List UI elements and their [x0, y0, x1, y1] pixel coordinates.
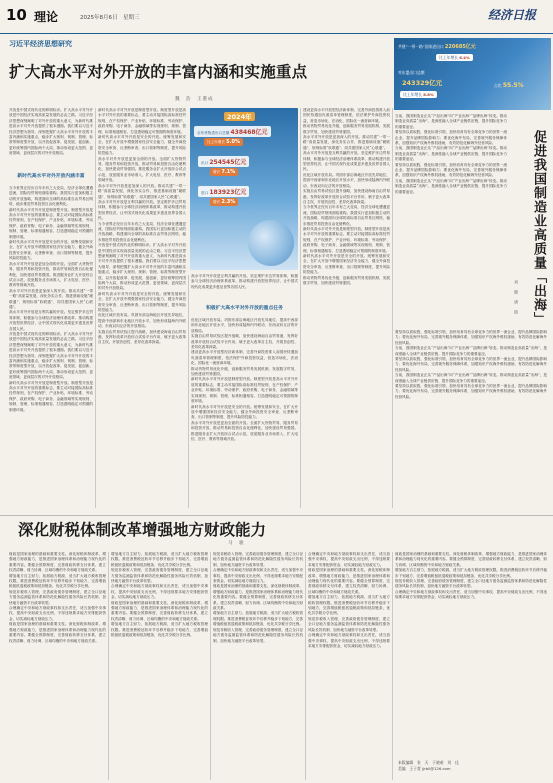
column-rule — [392, 108, 393, 508]
paragraph: 当前，我国制造业正从“产品出海”向“产业出海”“品牌出海”转变。推动制造业高质量“出海”，是深度融入全球产业链供应链、提升国际竞争力的重要途径。 — [395, 114, 507, 129]
paragraph: 增加地方自主财力，拓展地方税源，适当扩大地方税收管理权限。推进消费税征收环节后移并稳步下划地方，完善增值税留抵退税政策和抵扣链条，优化共享税分享比例。 — [9, 573, 106, 589]
paragraph: 当今世界正经历百年未有之大变局，经济全球化遭遇逆流，国际经贸规则面临重构。我国实行更加积极主动的开放战略，构建面向全球的高标准自由贸易区网络，稳步推进贸易投资自由化便利化。 — [9, 186, 93, 207]
infographic-year: 2024年 — [224, 112, 255, 121]
banner-change-1 — [436, 54, 473, 61]
paragraph: 要坚持以质取胜，强化标准引领，加快培育具有全球竞争力的世界一流企业，提升品牌国际影响力；要优化海外布局，完善境外服务保障体系，加强知识产权海外维权援助，有效防范化解海外经营风险。 — [395, 130, 507, 146]
section-name: 理论 — [34, 10, 59, 24]
paragraph: 新时代高水平对外开放是制度型开放。制度型开放是高水平对外开放的重要标志，要主动对接国际高标准经贸规则，在产权保护、产业补贴、环境标准、劳动保护、政府采购、电子商务、金融领域等实现规则、规制、管理、标准相通相容，打造透明稳定可预期的制度环境。 — [303, 226, 390, 253]
paragraph: 高水平对外开放是更加深入的开放。推动共建“一带一路”高质量发展，深化务实合作，推进基础设施“硬联通”、规则标准“软联通”、同共建国家人民“心联通”。 — [303, 135, 390, 150]
paragraph: 推动货物贸易优化升级，创新服务贸易发展机制，发展数字贸易，加快建设贸易强国。 — [303, 124, 390, 134]
infographic-total — [194, 126, 271, 137]
column-rule — [305, 552, 306, 780]
paragraph: 合理确定中央和地方财政事权和支出责任，适当加强中央事权、提高中央财政支出比例，不得违规要求地方安排配套资金，切实减轻地方财政压力。 — [308, 633, 390, 648]
paragraph: 增加地方自主财力，拓展地方税源，适当扩大地方税收管理权限。推进消费税征收环节后移并稳步下划地方，完善增值税留抵退税政策和抵扣链条，优化共享税分享比例。 — [395, 568, 547, 578]
paragraph: 新时代高水平对外开放是安全的开放。统筹发展和安全，在扩大开放中增强国家经济安全能力，健全外商投资安全审查、反垄断审查、出口管制等制度，提升风险防控能力。 — [303, 253, 390, 275]
paragraph: 规范非税收入管理，完善政府债务管理制度，建立全口径地方债务监测监管体系和防范化解隐性债务风险长效机制，加快地方融资平台改革转型。 — [111, 568, 208, 584]
article-byline: 魏 浩 王港成 — [175, 97, 214, 102]
paragraph: 规范非税收入管理，完善政府债务管理制度，建立全口径地方债务监测监管体系和防范化解隐性债务风险长效机制，加快地方融资平台改革转型。 — [308, 616, 390, 632]
paragraph: 推动货物贸易优化升级，创新服务贸易发展机制，发展数字贸易，加快建设贸易强国。 — [191, 366, 298, 377]
body-text-col1a — [9, 108, 93, 170]
change-value: 7.1% — [221, 169, 236, 175]
paragraph: 高水平对外开放是更加全面的开放。全面扩大货物贸易、服务贸易和投资开放，推动贸易和投资自由化便利化，加快建设贸易强国。推进服务业扩大开放综合试点示范，放宽服务业市场准入，扩大电信、医疗、教育等领域开放。 — [98, 156, 186, 183]
infographic-export — [198, 156, 249, 167]
paragraph: 要坚持以质取胜，强化标准引领，加快培育具有全球竞争力的世界一流企业，提升品牌国际影响力；要优化海外布局，完善境外服务保障体系，加强知识产权海外维权援助，有效防范化解海外经营风险。 — [395, 384, 547, 399]
paragraph: 当前，我国制造业正从“产品出海”向“产业出海”“品牌出海”转变。推动制造业高质量“出海”，是深度融入全球产业链供应链、提升国际竞争力的重要途径。 — [395, 373, 547, 383]
paragraph: 合理确定中央和地方财政事权和支出责任，适当加强中央事权、提高中央财政支出比例，不得违规要求地方安排配套资金，切实减轻地方财政压力。 — [111, 584, 208, 600]
change-label: 比上年增长 — [403, 91, 422, 97]
article2-col5 — [395, 552, 547, 757]
infographic-export-value: 254545亿元 — [209, 159, 247, 166]
paragraph: 优化区域开放布局。巩固东部沿海地区开放先导地位，提高中西部和东北地区开放水平，加快形成陆海内外联动、东西双向互济的开放格局。 — [98, 313, 186, 329]
paragraph: 新时代高水平对外开放是安全的开放。统筹发展和安全，在扩大开放中增强国家经济安全能力，健全外商投资安全审查、反垄断审查、出口管制等制度，提升风险防控能力。 — [9, 240, 93, 261]
paragraph: 新时代高水平对外开放是安全的开放。统筹发展和安全，在扩大开放中增强国家经济安全能力，健全外商投资安全审查、反垄断审查、出口管制等制度，提升风险防控能力。 — [98, 135, 186, 156]
paragraph: 财政是国家治理的基础和重要支柱。深化财税体制改革，增强地方财政能力，是推进国家治理体系和治理能力现代化的重要内容。要健全预算制度，完善财政转移支付体系，建立权责清晰、财力协调、区域均衡的中央和地方财政关系。 — [395, 552, 547, 567]
paragraph: 优化区域开放布局。巩固东部沿海地区开放先导地位，提高中西部和东北地区开放水平，加快形成陆海内外联动、东西双向互济的开放格局。 — [191, 318, 298, 333]
paragraph: 实施自由贸易试验区提升战略，加快建设海南自由贸易港，发挥好改革开放综合试验平台作用，赋予更大改革自主权，开展首创性、差异化改革探索。 — [98, 329, 186, 345]
body-text-col1b — [9, 186, 93, 508]
change-value: 2.3% — [221, 199, 236, 205]
article2-byline: 马 骏 — [228, 541, 245, 546]
banner-row-1 — [398, 43, 476, 50]
paragraph: 当今世界正经历百年未有之大变局，经济全球化遭遇逆流，国际经贸规则面临重构。我国实行更加积极主动的开放战略，构建面向全球的高标准自由贸易区网络，稳步推进贸易投资自由化便利化。 — [98, 221, 186, 242]
paragraph: 财政是国家治理的基础和重要支柱。深化财税体制改革，增强地方财政能力，是推进国家治理体系和治理能力现代化的重要内容。要健全预算制度，完善财政转移支付体系，建立权责清晰、财力协调、区域均衡的中央和地方财政关系。 — [9, 552, 106, 573]
paragraph: 要坚持以质取胜，强化标准引领，加快培育具有全球竞争力的世界一流企业，提升品牌国际影响力；要优化海外布局，完善境外服务保障体系，加强知识产权海外维权援助，有效防范化解海外经营风险。 — [395, 357, 547, 372]
body-text-col3a — [191, 274, 298, 302]
paragraph: 新时代高水平对外开放是制度型开放。制度型开放是高水平对外开放的重要标志，要主动对接国际高标准经贸规则，在产权保护、产业补贴、环境标准、劳动保护、政府采购、电子商务、金融领域等实现规则、规制、管理、标准相通相容，打造透明稳定可预期的制度环境。 — [191, 377, 298, 404]
paragraph: 高水平对外开放是更加全面的开放。全面扩大货物贸易、服务贸易和投资开放，推动贸易和投资自由化便利化，加快建设贸易强国。推进服务业扩大开放综合试点示范，放宽服务业市场准入，扩大电信、医疗、教育等领域开放。 — [191, 420, 298, 441]
paragraph: 规范非税收入管理，完善政府债务管理制度，建立全口径地方债务监测监管体系和防范化解隐性债务风险长效机制，加快地方融资平台改革转型。 — [213, 627, 303, 643]
banner-value: 243329亿元 — [402, 79, 443, 87]
paragraph: 高水平对外开放是互利共赢的开放。坚定维护多边贸易体制，积极参与全球经济治理体系改革，推动构建开放型世界经济，让中国式现代化成果更多惠及世界各国人民。 — [303, 151, 390, 172]
paragraph: 合理确定中央和地方财政事权和支出责任，适当加强中央事权、提高中央财政支出比例，不得违规要求地方安排配套资金，切实减轻地方财政压力。 — [213, 568, 303, 584]
paragraph: 高水平对外开放是互利共赢的开放。坚定维护多边贸易体制，积极参与全球经济治理体系改革，推动构建开放型世界经济，让中国式现代化成果更多惠及世界各国人民。 — [98, 199, 186, 221]
subhead-2: 积极扩大高水平对外开放的重点任务 — [206, 306, 283, 311]
banner-value: 55.5% — [502, 82, 524, 89]
footer-editors: 本版编辑 张 天 于晓萌 刘 佳 — [398, 760, 459, 765]
trade-infographic — [190, 108, 298, 270]
paragraph: 高水平对外开放是更加深入的开放。推动共建“一带一路”高质量发展，深化务实合作，推进基础设施“硬联通”、规则标准“软联通”、同共建国家人民“心联通”。 — [98, 183, 186, 199]
column-rule — [188, 275, 189, 508]
paragraph: 财政是国家治理的基础和重要支柱。深化财税体制改革，增强地方财政能力，是推进国家治理体系和治理能力现代化的重要内容。要健全预算制度，完善财政转移支付体系，建立权责清晰、财力协调、区域均衡的中央和地方财政关系。 — [213, 584, 303, 611]
paragraph: 实施自由贸易试验区提升战略，加快建设海南自由贸易港，发挥好改革开放综合试验平台作用，赋予更大改革自主权，开展首创性、差异化改革探索。 — [191, 334, 298, 350]
paragraph: 开放是中国式现代化的鲜明标识。扩大高水平对外开放是中国经济实现高质量发展的必由之路。习近平经济思想深刻阐明了对外开放的重大意义，为新时代推进高水平对外开放提供了根本遵循。我们要以习近平经济思想为指导，深刻把握扩大高水平对外开放的丰富内涵和实施重点，稳步扩大规则、规制、管理、标准等制度型开放，以开放促改革、促发展、促创新，更好统筹国内国际两个大局，推动形成更大范围、更宽领域、更深层次的对外开放格局。 — [9, 108, 93, 156]
paragraph: 财政是国家治理的基础和重要支柱。深化财税体制改革，增强地方财政能力，是推进国家治理体系和治理能力现代化的重要内容。要健全预算制度，完善财政转移支付体系，建立权责清晰、财力协调、区域均衡的中央和地方财政关系。 — [111, 600, 208, 621]
column-rule — [108, 552, 109, 780]
article2-col1 — [9, 552, 106, 780]
infographic-total-value: 438468亿元 — [230, 129, 268, 136]
paragraph: 优化区域开放布局。巩固东部沿海地区开放先导地位，提高中西部和东北地区开放水平，加快形成陆海内外联动、东西双向互济的开放格局。 — [303, 172, 390, 188]
paragraph: 高水平对外开放是更加深入的开放。推动共建“一带一路”高质量发展，深化务实合作，推进基础设施“硬联通”、规则标准“软联通”、同共建国家人民“心联通”。 — [9, 288, 93, 309]
paragraph: 当今世界正经历百年未有之大变局，经济全球化遭遇逆流，国际经贸规则面临重构。我国实行更加积极主动的开放战略，构建面向全球的高标准自由贸易区网络，稳步推进贸易投资自由化便利化。 — [303, 205, 390, 226]
column-tag: 习近平经济思想研究 — [9, 40, 72, 48]
change-label: 比上年增长 — [207, 140, 225, 144]
paragraph: 建设更高水平开放型经济新体制，完善外商投资准入前国民待遇加负面清单管理制度，依法保护外商投资权益，营造市场化、法治化、国际化一流营商环境。 — [191, 350, 298, 366]
column-rule — [95, 108, 96, 508]
body-text-col3b — [191, 318, 298, 508]
paragraph: 规范非税收入管理，完善政府债务管理制度，建立全口径地方债务监测监管体系和防范化解隐性债务风险长效机制，加快地方融资平台改革转型。 — [213, 552, 303, 567]
paragraph: 增加地方自主财力，拓展地方税源，适当扩大地方税收管理权限。推进消费税征收环节后移并稳步下划地方，完善增值税留抵退税政策和抵扣链条，优化共享税分享比例。 — [213, 611, 303, 627]
paragraph: 合理确定中央和地方财政事权和支出责任，适当加强中央事权、提高中央财政支出比例，不得违规要求地方安排配套资金，切实减轻地方财政压力。 — [9, 606, 106, 621]
change-value: 6.4% — [459, 54, 470, 60]
paragraph: 合理确定中央和地方财政事权和支出责任，适当加强中央事权、提高中央财政支出比例，不得违规要求地方安排配套资金，切实减轻地方财政压力。 — [395, 589, 547, 600]
footer-designer: 美编 王子萱 — [398, 766, 421, 771]
change-label: 比上年增长 — [439, 54, 458, 60]
paragraph: 新时代高水平对外开放是安全的开放。统筹发展和安全，在扩大开放中增强国家经济安全能力，健全外商投资安全审查、反垄断审查、出口管制等制度，提升风险防控能力。 — [191, 404, 298, 420]
paragraph: 开放是中国式现代化的鲜明标识。扩大高水平对外开放是中国经济实现高质量发展的必由之路。习近平经济思想深刻阐明了对外开放的重大意义，为新时代推进高水平对外开放提供了根本遵循。我们要以习近平经济思想为指导，深刻把握扩大高水平对外开放的丰富内涵和实施重点，稳步扩大规则、规制、管理、标准等制度型开放，以开放促改革、促发展、促创新，更好统筹国内国际两个大局，推动形成更大范围、更宽领域、更深层次的对外开放格局。 — [98, 243, 186, 291]
footer-email: jjrbll@126.com — [422, 766, 451, 771]
paragraph: 新时代高水平对外开放是制度型开放。制度型开放是高水平对外开放的重要标志，要主动对接国际高标准经贸规则，在产权保护、产业补贴、环境标准、劳动保护、政府采购、电子商务、金融领域等实现规则、规制、管理、标准相通相容，打造透明稳定可预期的制度环境。 — [9, 380, 93, 412]
infographic-export-change — [210, 168, 238, 176]
globe-illustration — [248, 220, 294, 266]
paragraph: 新时代高水平对外开放是制度型开放。制度型开放是高水平对外开放的重要标志，要主动对接国际高标准经贸规则，在产权保护、产业补贴、环境标准、劳动保护、政府采购、电子商务、金融领域等实现规则、规制、管理、标准相通相容，打造透明稳定可预期的制度环境。 — [9, 207, 93, 239]
banner-label: 共建“一带一路”国家进出口 — [398, 44, 444, 49]
paragraph: 财政是国家治理的基础和重要支柱。深化财税体制改革，增强地方财政能力，是推进国家治理体系和治理能力现代化的重要内容。要健全预算制度，完善财政转移支付体系，建立权责清晰、财力协调、区域均衡的中央和地方财政关系。 — [9, 622, 106, 643]
date-line: 2025年8月6日 星期三 — [80, 15, 140, 21]
infographic-total-change — [204, 138, 243, 146]
paragraph: 合理确定中央和地方财政事权和支出责任，适当加强中央事权、提高中央财政支出比例，不得违规要求地方安排配套资金，切实减轻地方财政压力。 — [308, 552, 390, 567]
paragraph: 新时代高水平对外开放是安全的开放。统筹发展和安全，在扩大开放中增强国家经济安全能力，健全外商投资安全审查、反垄断审查、出口管制等制度，提升风险防控能力。 — [98, 291, 186, 313]
paragraph: 建设更高水平开放型经济新体制，完善外商投资准入前国民待遇加负面清单管理制度，依法保护外商投资权益，营造市场化、法治化、国际化一流营商环境。 — [303, 108, 390, 123]
infographic-import — [198, 186, 249, 197]
article-title: 扩大高水平对外开放的丰富内涵和实施重点 — [9, 63, 308, 81]
column-rule — [392, 552, 393, 780]
right-column-title: 促进我国制造业高质量「出海」 — [531, 130, 546, 326]
banner-row-2-value — [402, 78, 442, 87]
paragraph: 当前，我国制造业正从“产品出海”向“产业出海”“品牌出海”转变。推动制造业高质量“出海”，是深度融入全球产业链供应链、提升国际竞争力的重要途径。 — [395, 346, 547, 356]
subhead-1: 新时代高水平对外开放内涵丰富 — [17, 174, 85, 179]
banner-change-2 — [400, 91, 437, 98]
paper-logo: 经济日报 — [488, 8, 537, 22]
right-column-text-a — [395, 114, 507, 324]
change-value: 5.0% — [226, 139, 240, 145]
paragraph: 开放是中国式现代化的鲜明标识。扩大高水平对外开放是中国经济实现高质量发展的必由之路。习近平经济思想深刻阐明了对外开放的重大意义，为新时代推进高水平对外开放提供了根本遵循。我们要以习近平经济思想为指导，深刻把握扩大高水平对外开放的丰富内涵和实施重点，稳步扩大规则、规制、管理、标准等制度型开放，以开放促改革、促发展、促创新，更好统筹国内国际两个大局，推动形成更大范围、更宽领域、更深层次的对外开放格局。 — [9, 331, 93, 380]
paragraph: 当前，我国制造业正从“产品出海”向“产业出海”“品牌出海”转变。推动制造业高质量“出海”，是深度融入全球产业链供应链、提升国际竞争力的重要途径。 — [395, 146, 507, 162]
paragraph: 高水平对外开放是互利共赢的开放。坚定维护多边贸易体制，积极参与全球经济治理体系改革，推动构建开放型世界经济，让中国式现代化成果更多惠及世界各国人民。 — [9, 310, 93, 331]
body-text-col2 — [98, 108, 186, 508]
column-rule — [210, 552, 211, 780]
column-rule — [300, 108, 301, 508]
article2-col3 — [213, 552, 303, 780]
paragraph: 新时代高水平对外开放是制度型开放。制度型开放是高水平对外开放的重要标志，要主动对接国际高标准经贸规则，在产权保护、产业补贴、环境标准、劳动保护、政府采购、电子商务、金融领域等实现规则、规制、管理、标准相通相容，打造透明稳定可预期的制度环境。 — [98, 108, 186, 134]
paragraph: 要坚持以质取胜，强化标准引领，加快培育具有全球竞争力的世界一流企业，提升品牌国际影响力；要优化海外布局，完善境外服务保障体系，加强知识产权海外维权援助，有效防范化解海外经营风险。 — [395, 330, 547, 345]
article2-col4 — [308, 552, 390, 780]
page-footer — [398, 760, 550, 772]
change-label: 增长 — [213, 170, 221, 174]
paragraph: 增加地方自主财力，拓展地方税源，适当扩大地方税收管理权限。推进消费税征收环节后移并稳步下划地方，完善增值税留抵退税政策和抵扣链条，优化共享税分享比例。 — [111, 622, 208, 638]
change-value: 8.8% — [423, 91, 434, 97]
paragraph: 增加地方自主财力，拓展地方税源，适当扩大地方税收管理权限。推进消费税征收环节后移并稳步下划地方，完善增值税留抵退税政策和抵扣链条，优化共享税分享比例。 — [308, 595, 390, 616]
paragraph: 要坚持以质取胜，强化标准引领，加快培育具有全球竞争力的世界一流企业，提升品牌国际影响力；要优化海外布局，完善境外服务保障体系，加强知识产权海外维权援助，有效防范化解海外经营风险。 — [395, 162, 507, 178]
trade-banner — [394, 38, 551, 110]
banner-row-2 — [398, 70, 425, 76]
paragraph: 规范非税收入管理，完善政府债务管理制度，建立全口径地方债务监测监管体系和防范化解隐性债务风险长效机制，加快地方融资平台改革转型。 — [395, 579, 547, 589]
infographic-total-label: 全年货物进出口总额 — [197, 131, 230, 135]
paragraph: 当前，我国制造业正从“产品出海”向“产业出海”“品牌出海”转变。推动制造业高质量“出海”，是深度融入全球产业链供应链、提升国际竞争力的重要途径。 — [395, 178, 507, 194]
paragraph: 规范非税收入管理，完善政府债务管理制度，建立全口径地方债务监测监管体系和防范化解隐性债务风险长效机制，加快地方融资平台改革转型。 — [9, 589, 106, 605]
article2-title: 深化财税体制改革增强地方财政能力 — [18, 521, 267, 539]
article2-col2 — [111, 552, 208, 780]
paragraph: 财政是国家治理的基础和重要支柱。深化财税体制改革，增强地方财政能力，是推进国家治理体系和治理能力现代化的重要内容。要健全预算制度，完善财政转移支付体系，建立权责清晰、财力协调、区域均衡的中央和地方财政关系。 — [308, 568, 390, 594]
banner-label: 占比 — [494, 83, 502, 88]
paragraph: 实施自由贸易试验区提升战略，加快建设海南自由贸易港，发挥好改革开放综合试验平台作用，赋予更大改革自主权，开展首创性、差异化改革探索。 — [303, 189, 390, 204]
paragraph: 增加地方自主财力，拓展地方税源，适当扩大地方税收管理权限。推进消费税征收环节后移并稳步下划地方，完善增值税留抵退税政策和抵扣链条，优化共享税分享比例。 — [111, 552, 208, 567]
paragraph: 高水平对外开放是互利共赢的开放。坚定维护多边贸易体制，积极参与全球经济治理体系改革，推动构建开放型世界经济，让中国式现代化成果更多惠及世界各国人民。 — [191, 274, 298, 289]
banner-row-3 — [494, 82, 524, 89]
infographic-export-label: 出口 — [201, 161, 209, 165]
infographic-import-value: 183923亿元 — [209, 189, 247, 196]
banner-value: 220685亿元 — [444, 44, 476, 50]
footer-designer-email — [398, 766, 550, 772]
banner-label: 对东盟出口总额 — [398, 70, 425, 75]
right-column-text-b — [395, 330, 547, 510]
right-column-byline: 刘 晓 唐 倩 — [514, 280, 519, 315]
infographic-import-label: 进口 — [201, 191, 209, 195]
section-divider — [0, 515, 553, 516]
change-label: 增长 — [213, 200, 221, 204]
body-text-col4 — [303, 108, 390, 508]
page-number: 10 — [6, 6, 27, 24]
infographic-import-change — [210, 198, 238, 206]
paragraph: 高水平对外开放是更加全面的开放。全面扩大货物贸易、服务贸易和投资开放，推动贸易和投资自由化便利化，加快建设贸易强国。推进服务业扩大开放综合试点示范，放宽服务业市场准入，扩大电信、医疗、教育等领域开放。 — [9, 261, 93, 288]
paragraph: 推动货物贸易优化升级，创新服务贸易发展机制，发展数字贸易，加快建设贸易强国。 — [303, 275, 390, 285]
